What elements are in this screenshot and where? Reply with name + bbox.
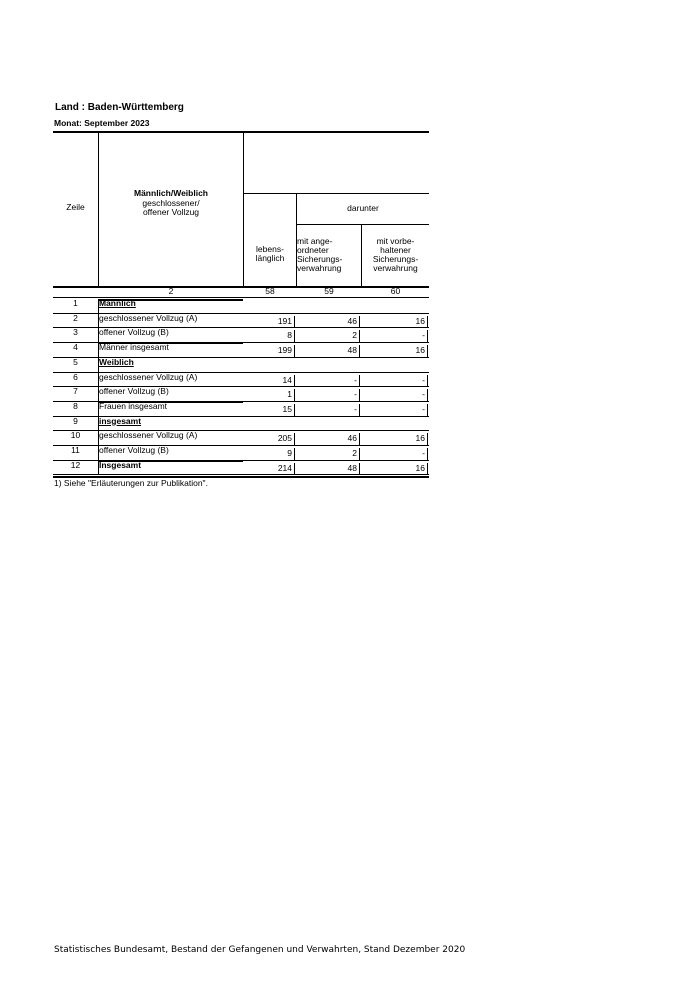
cell-value: - (422, 403, 425, 414)
cell-value: 15 (282, 403, 292, 414)
cell-value: 2 (352, 448, 357, 458)
row-number: 11 (71, 445, 80, 455)
cell-value: 205 (277, 433, 292, 444)
row-number: 12 (70, 459, 81, 470)
colnum: 60 (390, 286, 401, 296)
row-number: 3 (73, 327, 78, 338)
header-mw-title: Männlich/Weiblich (134, 188, 208, 198)
cell-value: 214 (277, 462, 292, 473)
colnum: 58 (265, 286, 275, 296)
col-divider (98, 387, 99, 402)
cell-value: 46 (347, 433, 357, 444)
cell-value: 8 (287, 330, 292, 341)
cell-value: 16 (415, 315, 425, 326)
header-col-b: verwahrung (297, 263, 342, 273)
col-divider (98, 446, 99, 461)
cell-value: - (422, 330, 425, 341)
header-mw-sub: geschlossener/ (142, 198, 200, 208)
header-col-a: lebens- (256, 244, 284, 254)
row-label: Männer insgesamt (99, 342, 169, 353)
cell-value: - (422, 389, 425, 400)
row-number: 1 (73, 298, 78, 308)
page-footer: Statistisches Bundesamt, Bestand der Gefangenen und Verwahrten, Stand Dezember 2020 (54, 945, 466, 955)
cell-value: - (354, 374, 357, 385)
col-divider (98, 328, 99, 343)
row-number: 5 (73, 356, 78, 367)
row-number: 7 (73, 386, 78, 397)
row-label: Frauen insgesamt (99, 400, 168, 411)
cell-value: - (354, 389, 357, 400)
col-divider (243, 133, 244, 288)
cell-value: 16 (415, 345, 425, 356)
cell-value: 2 (352, 330, 357, 341)
header-zeile: Zeile (66, 202, 85, 212)
row-number: 2 (73, 312, 78, 323)
month-title: Monat: September 2023 (54, 118, 150, 128)
cell-value: 199 (277, 345, 292, 356)
row-label: geschlossener Vollzug (A) (99, 371, 198, 382)
header-rule (296, 224, 429, 225)
col-divider (98, 417, 99, 432)
cell-value: 48 (347, 345, 357, 356)
row-label: offener Vollzug (B) (99, 386, 169, 397)
header-col-b: ordneter (297, 245, 329, 255)
col-divider (98, 431, 99, 446)
cell-value: 48 (347, 462, 357, 473)
cell-value: 191 (277, 315, 292, 326)
colnum: 59 (324, 286, 334, 296)
header-darunter: darunter (347, 203, 379, 213)
data-table (53, 131, 429, 478)
row-number: 10 (70, 430, 81, 441)
cell-value: - (422, 374, 425, 385)
col-divider (98, 358, 99, 373)
row-label: geschlossener Vollzug (A) (99, 430, 198, 441)
land-title: Land : Baden-Württemberg (55, 102, 184, 113)
header-col-c: verwahrung (373, 263, 418, 273)
row-label: offener Vollzug (B) (99, 445, 169, 455)
cell-value: 46 (347, 315, 357, 326)
row-label: Weiblich (99, 356, 134, 367)
cell-value: 16 (415, 433, 425, 444)
header-col-a: länglich (255, 253, 285, 263)
col-divider (98, 343, 99, 358)
row-label: Insgesamt (99, 459, 142, 470)
cell-value: - (422, 448, 425, 458)
row-number: 9 (73, 415, 78, 426)
col-divider (98, 299, 99, 314)
cell-value: 1 (287, 389, 292, 400)
header-mw-sub: offener Vollzug (142, 207, 200, 217)
row-label: Männlich (99, 298, 136, 308)
colnum: 2 (168, 286, 174, 296)
cell-value: - (354, 403, 357, 414)
header-col-b: Sicherungs- (297, 254, 343, 264)
row-number: 6 (73, 371, 78, 382)
row-label: offener Vollzug (B) (99, 327, 169, 338)
col-divider (98, 461, 99, 476)
header-col-c: mit vorbe- (376, 236, 415, 246)
row-number: 4 (73, 342, 78, 353)
col-divider (98, 314, 99, 329)
cell-value: 14 (282, 374, 292, 385)
footnote: 1) Siehe "Erläuterungen zur Publikation". (54, 478, 208, 488)
header-col-c: haltener (380, 245, 411, 255)
row-label: geschlossener Vollzug (A) (99, 312, 198, 323)
col-divider (98, 402, 99, 417)
col-divider (98, 373, 99, 388)
header-rule (243, 193, 429, 194)
cell-value: 9 (287, 448, 292, 458)
cell-value: 16 (415, 462, 425, 473)
row-number: 8 (73, 400, 78, 411)
row-label: insgesamt (99, 415, 142, 426)
header-col-c: Sicherungs- (372, 254, 419, 264)
table-top-rule (53, 131, 429, 133)
header-col-b: mit ange- (297, 236, 333, 246)
